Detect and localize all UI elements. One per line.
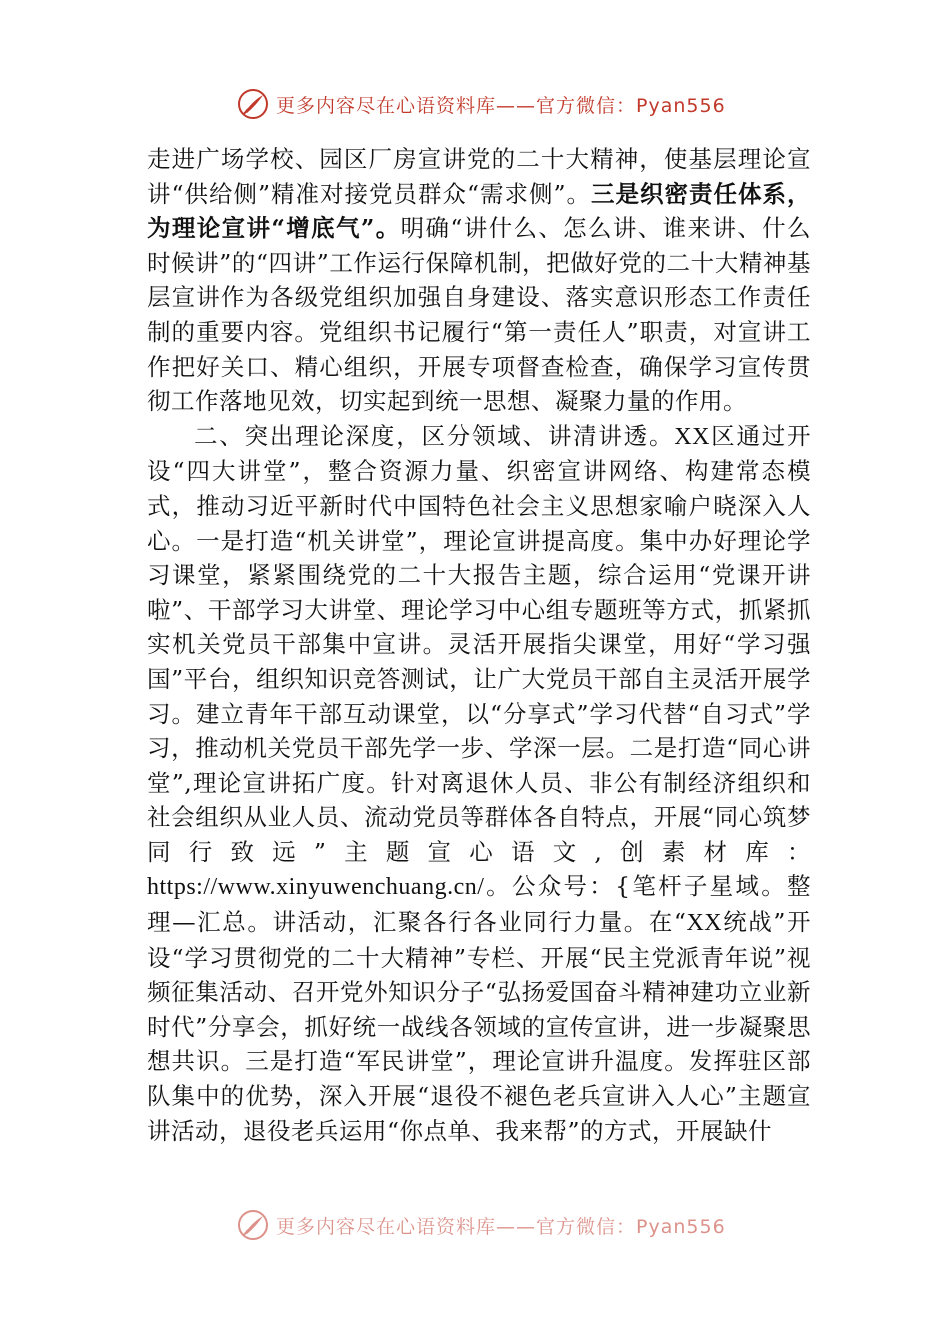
paragraph-2 <box>147 419 811 1148</box>
text-run: 区通过开设“四大讲堂”，整合资源力量、织密宣讲网络、构建常态模式，推动习近平新时代中国特色社会主义思想家喻户晓深入人心。一是打造“机关讲堂”，理论宣讲提高度。集中办好理论学习课堂，紧紧围绕党的二十大报告主题，综合运用“党课开讲啦”、干部学习大讲堂、理论学习中心组专题班等方式，抓紧抓实机关党员干部集中宣讲。灵活开展指尖课堂，用好“学习强国”平台，组织知识竞答测试，让广大党员干部自主灵活开展学习。建立青年干部互动课堂，以“分享式”学习代替“自习式”学习，推动机关党员干部先学一步、学深一层。二是打造“同心讲堂”,理论宣讲拓广度。针对离退休人员、非公有制经济组织和社会组织从业人员、流动党员等群体各自特点，开展“同心筑梦同行致远”主题宣心语文,创素材库： <box>147 421 812 866</box>
watermark-header <box>236 84 726 124</box>
url-text: https://www.xinyuwenchuang.cn/ <box>147 874 485 901</box>
text-run: 统战”开设“学习贯彻党的二十大精神”专栏、开展“民主党派青年说”视频征集活动、召开党外知识分子“弘扬爱国奋斗精神建功立业新时代”分享会，抓好统一战线各领域的宣传宣讲，进一步凝聚思想共识。三是打造“军民讲堂”，理论宣讲升温度。发挥驻区部队集中的优势，深入开展“退役不褪色老兵宣讲入人心”主题宣讲活动，退役老兵运用“你点单、我来帮”的方式，开展缺什 <box>147 908 812 1145</box>
text-run: 。公众号：{笔杆子星域。整理—汇总。讲活动，汇聚各行各业同行力量。在“ <box>147 872 811 937</box>
text-run: XX <box>674 423 710 450</box>
text-run: 走进广场学校、园区厂房宣讲党的二十大精神，使基层理论宣讲“供给侧”精准对接党员群众“需求侧”。 <box>147 145 811 208</box>
watermark-text: 更多内容尽在心语资料库——官方微信：Pyan556 <box>276 1215 726 1238</box>
paragraph-1 <box>147 142 811 419</box>
text-run: XX <box>686 910 723 937</box>
section-heading: 二、突出理论深度，区分领域、讲清讲透。 <box>194 421 675 450</box>
watermark-footer <box>236 1205 726 1245</box>
quill-logo-icon <box>236 87 270 121</box>
document-body <box>147 142 811 1148</box>
bold-heading: 三是织密责任体系，为理论宣讲“增底气”。 <box>147 179 811 243</box>
watermark-text: 更多内容尽在心语资料库——官方微信：Pyan556 <box>276 94 726 117</box>
text-run: 明确“讲什么、怎么讲、谁来讲、什么时候讲”的“四讲”工作运行保障机制，把做好党的二十大精神基层宣讲作为各级党组织加强自身建设、落实意识形态工作责任制的重要内容。党组织书记履行“第一责任人”职责，对宣讲工作把好关口、精心组织，开展专项督查检查，确保学习宣传贯彻工作落地见效，切实起到统一思想、凝聚力量的作用。 <box>147 214 811 416</box>
quill-logo-icon <box>236 1208 270 1242</box>
